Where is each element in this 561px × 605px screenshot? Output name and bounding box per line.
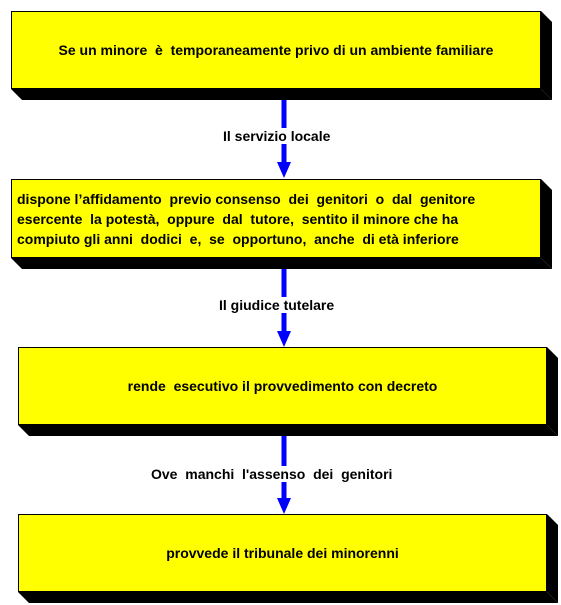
box-affidamento-line: compiuto gli anni dodici e, se opportuno, anche di età inferiore <box>17 230 459 247</box>
box-affidamento-line: dispone l’affidamento previo consenso dei genitori o dal genitore <box>17 190 476 207</box>
box-affidamento-text <box>11 179 541 258</box>
box-tribunale-text: provvede il tribunale dei minorenni <box>166 545 399 561</box>
box-decreto-text: rende esecutivo il provvedimento con decreto <box>127 378 438 394</box>
box-condition-text: Se un minore è temporaneamente privo di un ambiente familiare <box>58 42 494 58</box>
flow-box-tribunale <box>18 514 559 604</box>
flow-box-decreto <box>18 347 559 437</box>
connector-label-servizio-locale: Il servizio locale <box>219 128 334 144</box>
box-affidamento-line: esercente la potestà, oppure dal tutore, sentito il minore che ha <box>17 210 459 227</box>
flow-box-affidamento <box>11 179 553 270</box>
connector-label-assenso-genitori: Ove manchi l'assenso dei genitori <box>147 466 396 482</box>
flow-box-condition <box>11 11 553 101</box>
connector-label-giudice-tutelare: Il giudice tutelare <box>215 297 338 313</box>
